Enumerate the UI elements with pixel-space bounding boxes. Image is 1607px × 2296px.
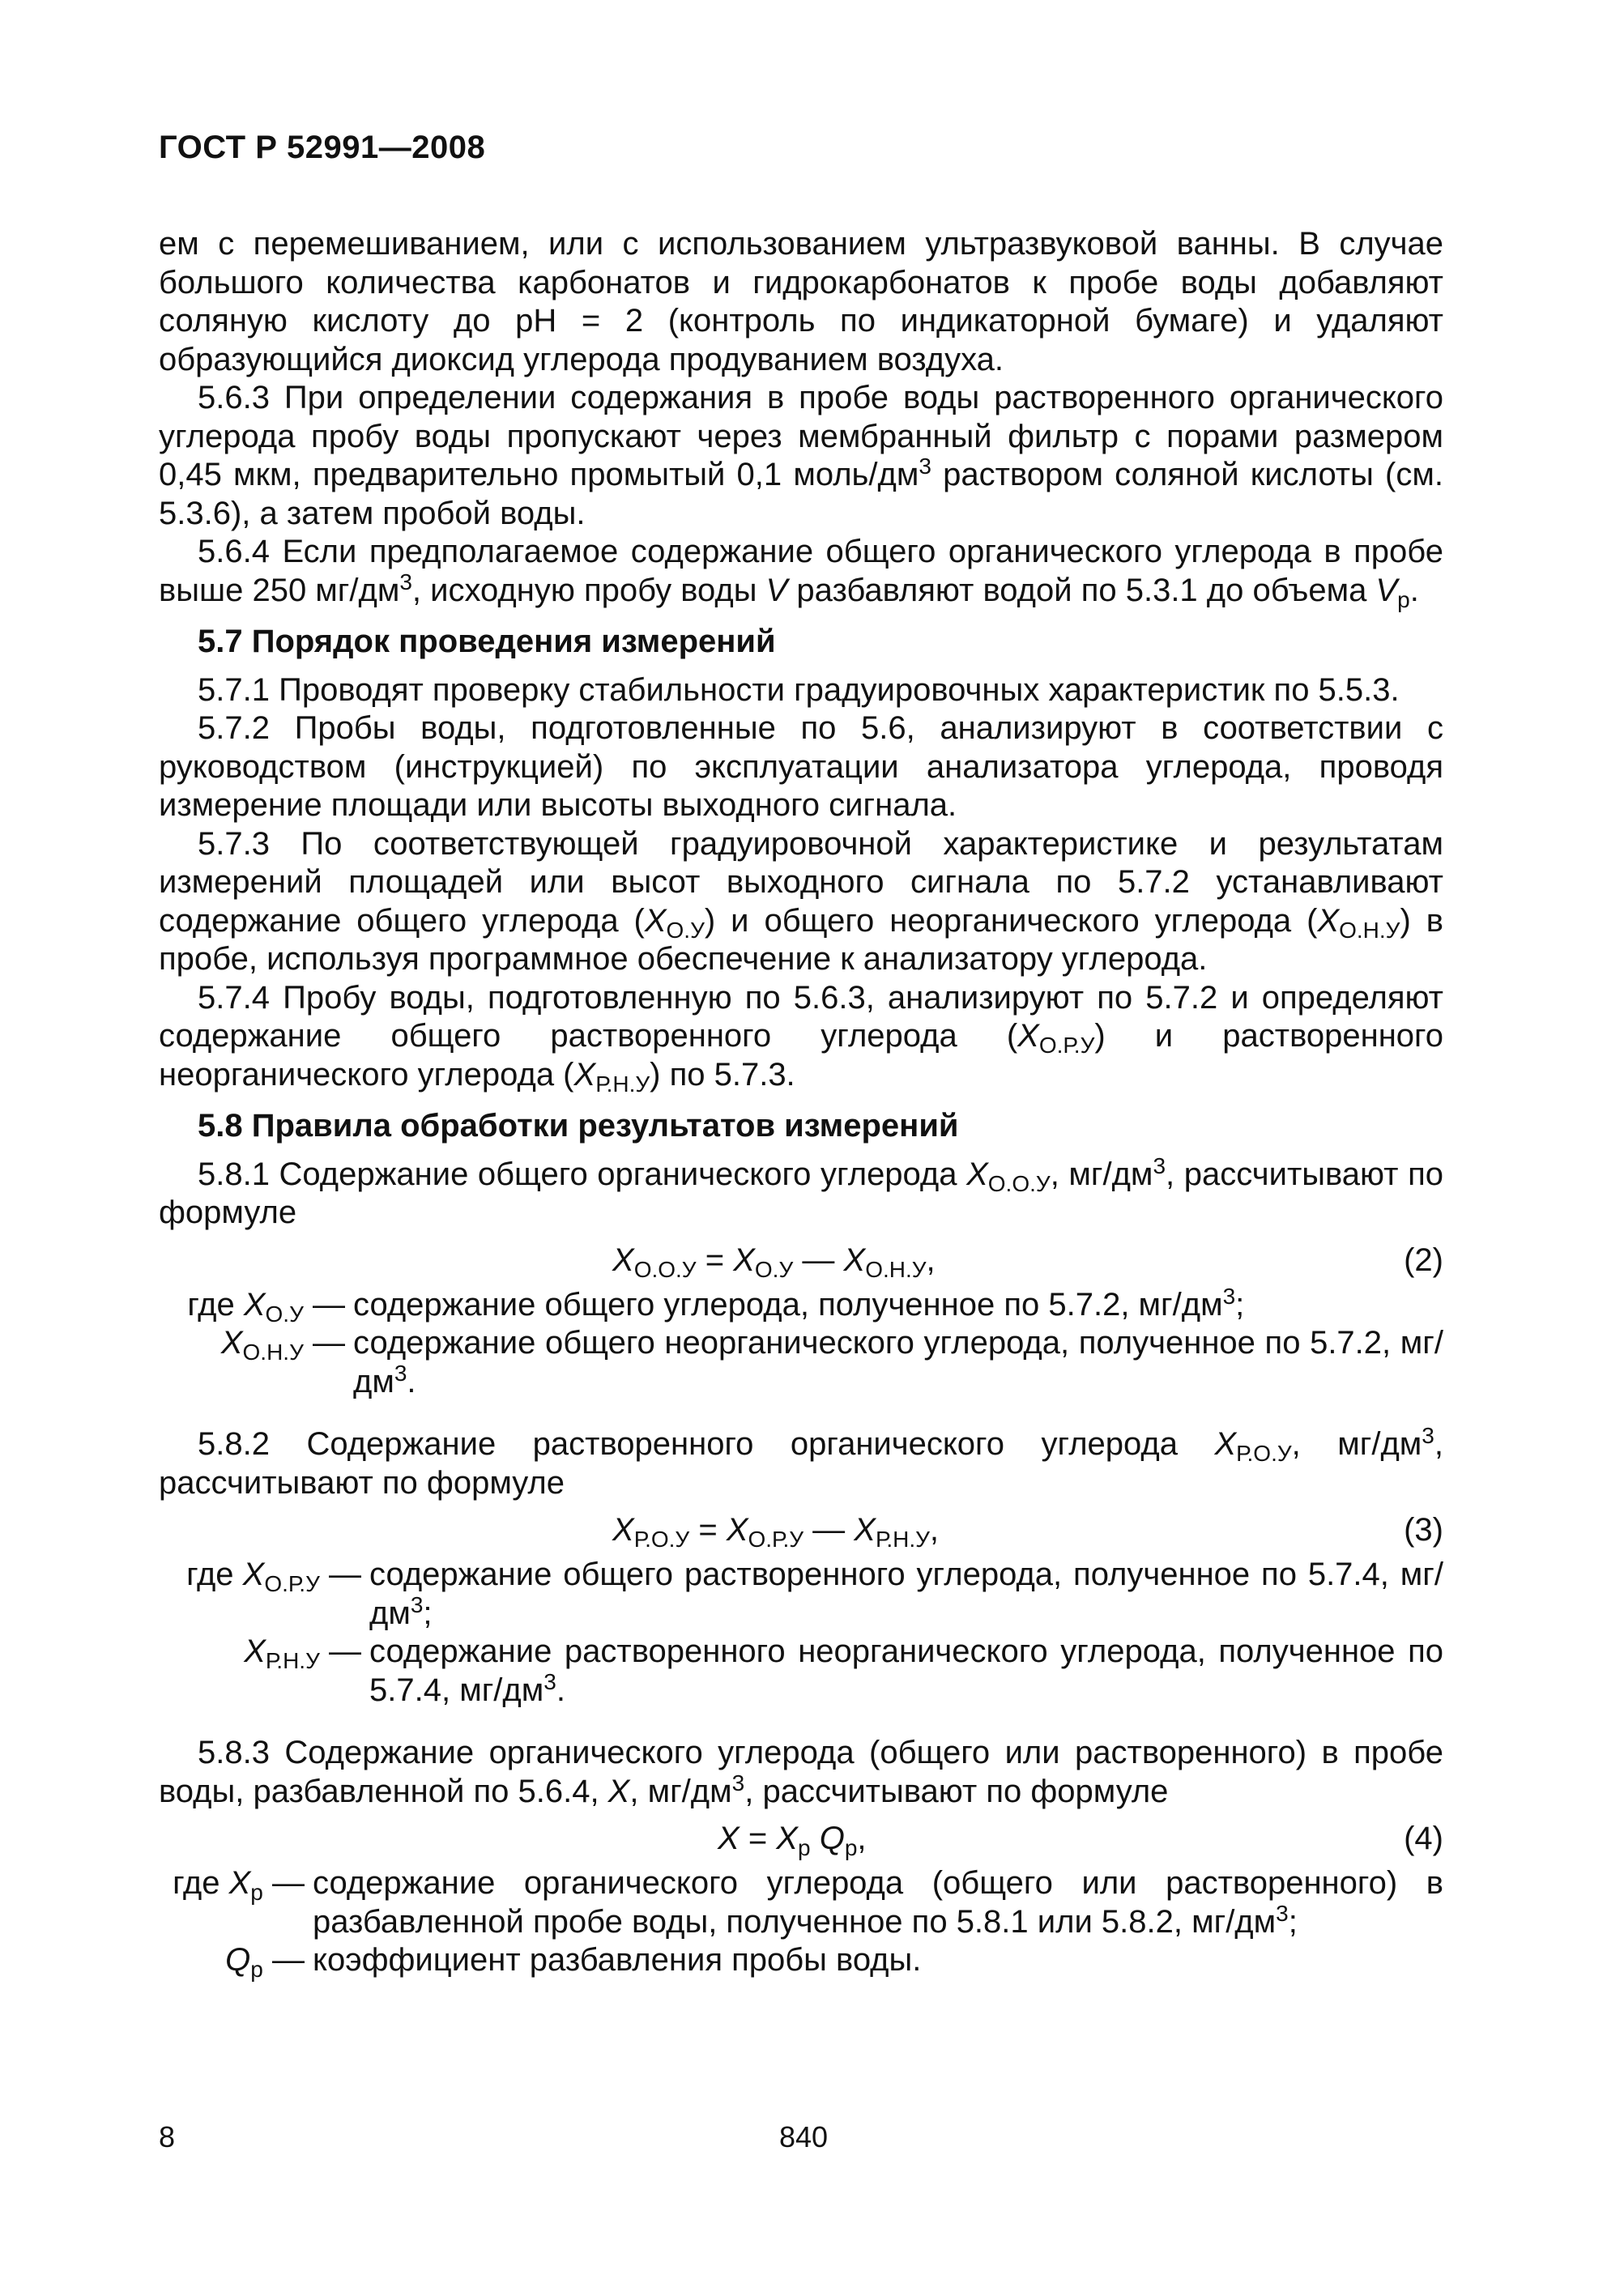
- where-symbol: где $X_р$ —: [173, 1865, 305, 1905]
- where-block-2: [159, 1283, 1443, 1402]
- section-heading-5-8: 5.8 Правила обработки результатов измерений: [198, 1108, 959, 1144]
- formula-4-expression: $X = X_р$ $Q_р$,: [718, 1821, 867, 1860]
- formula-4-number: (4): [1404, 1821, 1443, 1856]
- paragraph-5-6-4: 5.6.4 Если предполагаемое содержание общего органического углерода в пробе выше 250 $мг/дм^3$, исходную пробу воды V разбавляют водой по 5.3.1 до объема $V_р$.: [159, 534, 1443, 612]
- where-symbol: где $X_{О.У}$ —: [187, 1286, 345, 1327]
- where-symbol: $X_{О.Н.У}$ —: [220, 1325, 345, 1365]
- paragraph-continuation: ем с перемешиванием, или с использованием ультразвуковой ванны. В случае большого количества карбонатов и гидрокарбонатов к пробе воды добавляют соляную кислоту до рН = 2 (контроль по индикаторной бумаге) и удаляют образующийся диоксид углерода продуванием воздуха.: [159, 226, 1443, 377]
- formula-2: [159, 1234, 1443, 1286]
- where-description: коэффициент разбавления пробы воды.: [313, 1942, 922, 1978]
- where-block-3: [159, 1556, 1443, 1710]
- formula-2-expression: $X_{О.О.У} = X_{О.У}$ — $X_{О.Н.У}$,: [612, 1242, 936, 1282]
- formula-3-expression: $X_{Р.О.У} = X_{О.Р.У}$ — $X_{Р.Н.У}$,: [612, 1512, 940, 1552]
- formula-3: [159, 1504, 1443, 1556]
- paragraph-5-7-1: 5.7.1 Проводят проверку стабильности градуировочных характеристик по 5.5.3.: [198, 671, 1400, 708]
- document-header: ГОСТ Р 52991—2008: [159, 130, 486, 165]
- formula-3-number: (3): [1404, 1512, 1443, 1548]
- paragraph-5-8-1: 5.8.1 Содержание общего органического углерода $X_{О.О.У}$, $мг/дм^3$, рассчитывают по формуле: [159, 1152, 1443, 1230]
- paragraph-5-6-3: 5.6.3 При определении содержания в пробе воды растворенного органического углерода пробу воды пропускают через мембранный фильтр с порами размером 0,45 мкм, предварительно промытый 0,1 моль/$дм^3$ раствором соляной кислоты (см. 5.3.6), а затем пробой воды.: [159, 380, 1443, 531]
- where-row: [159, 1283, 1443, 1327]
- where-row: [159, 1633, 1443, 1710]
- section-heading-5-7: 5.7 Порядок проведения измерений: [198, 624, 776, 659]
- where-description: содержание общего неорганического углерода, полученное по 5.7.2, $мг/дм^3$.: [353, 1325, 1443, 1399]
- paragraph-5-7-2: 5.7.2 Пробы воды, подготовленные по 5.6, анализируют в соответствии с руководством (инструкцией) по эксплуатации анализатора углерода, проводя измерение площади или высоты выходного сигнала.: [159, 710, 1443, 823]
- paragraph-5-8-2: 5.8.2 Содержание растворенного органического углерода $X_{Р.О.У}$, $мг/дм^3$, рассчитывают по формуле: [159, 1423, 1443, 1501]
- document-body: [159, 225, 1443, 1980]
- where-row: [159, 1941, 1443, 1980]
- page-number-center: 840: [778, 2120, 829, 2153]
- paragraph-5-7-4: 5.7.4 Пробу воды, подготовленную по 5.6.3, анализируют по 5.7.2 и определяют содержание общего растворенного углерода $(X_{О.Р.У})$ и растворенного неорганического углерода $(X_{Р.Н.У})$ по 5.7.3.: [159, 979, 1444, 1097]
- paragraph-5-7-3: 5.7.3 По соответствующей градуировочной характеристике и результатам измерений площадей или высот выходного сигнала по 5.7.2 устанавливают содержание общего углерода $(X_{О.У})$ и общего неорганического углерода $(X_{О.Н.У})$ в пробе, используя программное обеспечение к анализатору углерода.: [159, 825, 1444, 977]
- where-symbol: $X_{Р.Н.У}$ —: [244, 1634, 361, 1673]
- where-block-4: [159, 1864, 1443, 1980]
- where-row: [159, 1556, 1443, 1633]
- where-row: [159, 1864, 1443, 1941]
- where-symbol: $Q_р$ —: [225, 1942, 305, 1982]
- page-number-left: 8: [159, 2120, 176, 2153]
- formula-4: [159, 1813, 1443, 1864]
- where-description: содержание общего растворенного углерода, полученное по 5.7.4, $мг/дм^3$;: [369, 1557, 1443, 1631]
- where-description: содержание органического углерода (общего или растворенного) в разбавленной пробе воды, полученное по 5.8.1 или 5.8.2, $мг/дм^3$;: [313, 1865, 1443, 1940]
- where-row: [159, 1324, 1443, 1401]
- formula-2-number: (2): [1404, 1242, 1443, 1278]
- where-description: содержание растворенного неорганического углерода, полученное по 5.7.4, $мг/дм^3$.: [369, 1634, 1443, 1708]
- where-description: содержание общего углерода, полученное по 5.7.2, $мг/дм^3$;: [353, 1283, 1245, 1323]
- where-symbol: где $X_{О.Р.У}$ —: [186, 1557, 361, 1596]
- paragraph-5-8-3: 5.8.3 Содержание органического углерода (общего или растворенного) в пробе воды, разбавленной по 5.6.4, X, $мг/дм^3$, рассчитывают по формуле: [159, 1735, 1443, 1809]
